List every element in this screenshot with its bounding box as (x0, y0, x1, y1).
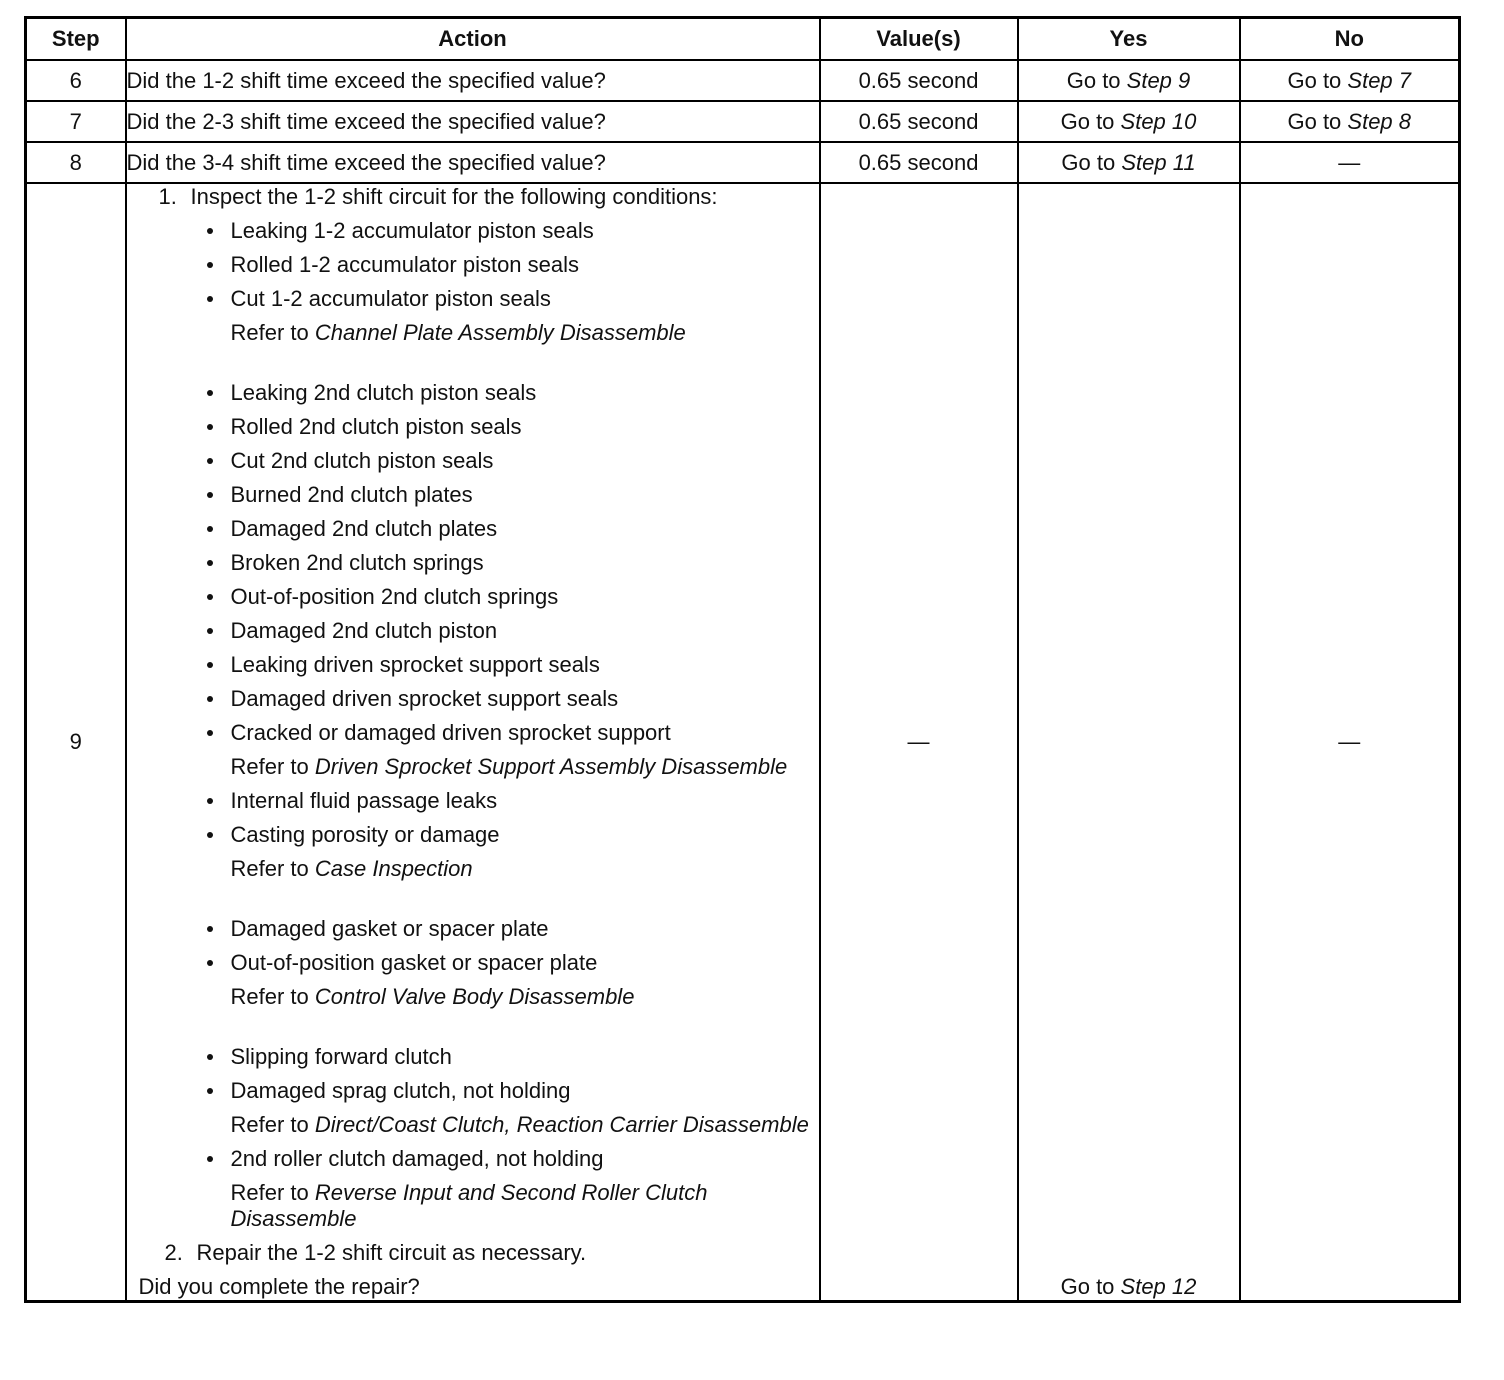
bullet-icon (207, 262, 213, 268)
value-cell: 0.65 second (820, 60, 1018, 101)
header-step: Step (26, 18, 126, 61)
action-cell (126, 183, 820, 1302)
list-item-text: Damaged sprag clutch, not holding (230, 1078, 571, 1103)
list-item (207, 950, 819, 976)
list-item (207, 1078, 819, 1104)
bullet-icon (207, 1088, 213, 1094)
table-row-step-9 (26, 183, 1460, 1302)
reference (127, 856, 819, 882)
yes-cell (1018, 101, 1240, 142)
action-text: Did the 2-3 shift time exceed the specified value? (126, 101, 820, 142)
list-item (207, 550, 819, 576)
refer-prefix: Refer to (230, 856, 315, 881)
bullet-icon (207, 526, 213, 532)
list-item-text: Leaking 1-2 accumulator piston seals (230, 218, 594, 243)
bullet-icon (207, 228, 213, 234)
refer-prefix: Refer to (230, 754, 315, 779)
list-item (207, 218, 819, 244)
refer-prefix: Refer to (230, 1112, 315, 1137)
list-item (207, 788, 819, 814)
list-item-text: Broken 2nd clutch springs (230, 550, 484, 575)
list-item (207, 286, 819, 312)
item-number: 1. (158, 184, 177, 209)
action-item-1 (127, 184, 819, 210)
yes-step-link[interactable]: Step 12 (1120, 1274, 1197, 1299)
bullet-icon (207, 296, 213, 302)
list-item (207, 618, 819, 644)
yes-cell (1018, 183, 1240, 1302)
list-item (207, 252, 819, 278)
list-item (207, 516, 819, 542)
bullet-icon (207, 1156, 213, 1162)
condition-list (127, 380, 819, 746)
list-item (207, 916, 819, 942)
no-step-link[interactable]: Step 7 (1347, 67, 1412, 93)
list-item (207, 584, 819, 610)
condition-list (127, 1146, 819, 1172)
list-item-text: Damaged gasket or spacer plate (230, 916, 549, 941)
step-number: 6 (26, 60, 126, 101)
yes-cell (1018, 142, 1240, 183)
yes-step-link[interactable]: Step 10 (1120, 108, 1197, 134)
list-item-text: Damaged 2nd clutch piston (230, 618, 498, 643)
yes-cell (1018, 60, 1240, 101)
action-text: Did the 3-4 shift time exceed the specified value? (126, 142, 820, 183)
list-item-text: Internal fluid passage leaks (230, 788, 498, 813)
header-values: Value(s) (820, 18, 1018, 61)
list-item-text: Cracked or damaged driven sprocket support (230, 720, 671, 745)
bullet-icon (207, 798, 213, 804)
reference (127, 754, 819, 780)
list-item (207, 652, 819, 678)
item-number: 2. (164, 1240, 183, 1265)
list-item-text: Out-of-position 2nd clutch springs (230, 584, 559, 609)
goto-prefix: Go to (1287, 108, 1348, 134)
value-cell: 0.65 second (820, 142, 1018, 183)
no-cell (1240, 101, 1460, 142)
list-item-text: 2nd roller clutch damaged, not holding (230, 1146, 604, 1171)
bullet-icon (207, 424, 213, 430)
header-yes: Yes (1018, 18, 1240, 61)
list-item (207, 482, 819, 508)
reference-link[interactable]: Driven Sprocket Support Assembly Disassemble (314, 754, 788, 779)
step-number: 8 (26, 142, 126, 183)
list-item-text: Casting porosity or damage (230, 822, 500, 847)
bullet-icon (207, 696, 213, 702)
reference-link[interactable]: Case Inspection (314, 856, 473, 881)
item-text: Inspect the 1-2 shift circuit for the following conditions: (190, 184, 718, 209)
list-item-text: Rolled 2nd clutch piston seals (230, 414, 522, 439)
bullet-icon (207, 390, 213, 396)
bullet-icon (207, 492, 213, 498)
list-item (207, 414, 819, 440)
condition-list (127, 1044, 819, 1104)
list-item-text: Rolled 1-2 accumulator piston seals (230, 252, 580, 277)
question-text: Did you complete the repair? (138, 1274, 420, 1299)
bullet-icon (207, 1054, 213, 1060)
refer-prefix: Refer to (230, 320, 315, 345)
bullet-icon (207, 832, 213, 838)
list-item-text: Leaking driven sprocket support seals (230, 652, 600, 677)
condition-list (127, 218, 819, 312)
no-cell: — (1240, 183, 1460, 1302)
condition-list (127, 788, 819, 848)
refer-prefix: Refer to (230, 984, 315, 1009)
refer-prefix: Refer to (230, 1180, 315, 1205)
list-item (207, 380, 819, 406)
header-no: No (1240, 18, 1460, 61)
list-item-text: Out-of-position gasket or spacer plate (230, 950, 598, 975)
table-row (26, 60, 1460, 101)
list-item (207, 448, 819, 474)
reference-link[interactable]: Direct/Coast Clutch, Reaction Carrier Disassemble (314, 1112, 809, 1137)
table-row (26, 101, 1460, 142)
no-cell (1240, 60, 1460, 101)
list-item-text: Slipping forward clutch (230, 1044, 452, 1069)
bullet-icon (207, 628, 213, 634)
header-row (26, 18, 1460, 61)
list-item (207, 686, 819, 712)
list-item (207, 1146, 819, 1172)
reference (127, 320, 819, 346)
reference-link[interactable]: Reverse Input and Second Roller Clutch Disassemble (230, 1180, 708, 1231)
list-item-text: Damaged 2nd clutch plates (230, 516, 498, 541)
yes-step-link[interactable]: Step 11 (1121, 149, 1196, 175)
no-cell: — (1240, 142, 1460, 183)
action-text: Did the 1-2 shift time exceed the specified value? (126, 60, 820, 101)
action-item-2 (127, 1240, 819, 1266)
goto-prefix: Go to (1061, 149, 1122, 175)
step-number: 7 (26, 101, 126, 142)
no-step-link[interactable]: Step 8 (1347, 108, 1412, 134)
bullet-icon (207, 560, 213, 566)
diagnostic-table (24, 16, 1461, 1303)
list-item-text: Cut 1-2 accumulator piston seals (230, 286, 551, 311)
reference (127, 984, 819, 1010)
reference (127, 1112, 819, 1138)
bullet-icon (207, 594, 213, 600)
bullet-icon (207, 730, 213, 736)
list-item-text: Damaged driven sprocket support seals (230, 686, 619, 711)
condition-list (127, 916, 819, 976)
item-text: Repair the 1-2 shift circuit as necessary. (196, 1240, 587, 1265)
bullet-icon (207, 926, 213, 932)
reference-link[interactable]: Channel Plate Assembly Disassemble (314, 320, 686, 345)
list-item (207, 822, 819, 848)
bullet-icon (207, 458, 213, 464)
goto-prefix: Go to (1066, 67, 1127, 93)
list-item (207, 1044, 819, 1070)
bullet-icon (207, 662, 213, 668)
header-action: Action (126, 18, 820, 61)
goto-prefix: Go to (1060, 108, 1121, 134)
step-number: 9 (26, 183, 126, 1302)
list-item (207, 720, 819, 746)
reference (127, 1180, 819, 1232)
goto-prefix: Go to (1287, 67, 1348, 93)
value-cell: — (820, 183, 1018, 1302)
goto-prefix: Go to (1060, 1274, 1121, 1299)
list-item-text: Cut 2nd clutch piston seals (230, 448, 494, 473)
table-row (26, 142, 1460, 183)
list-item-text: Leaking 2nd clutch piston seals (230, 380, 537, 405)
list-item-text: Burned 2nd clutch plates (230, 482, 473, 507)
bullet-icon (207, 960, 213, 966)
value-cell: 0.65 second (820, 101, 1018, 142)
yes-step-link[interactable]: Step 9 (1126, 67, 1191, 93)
reference-link[interactable]: Control Valve Body Disassemble (314, 984, 635, 1009)
